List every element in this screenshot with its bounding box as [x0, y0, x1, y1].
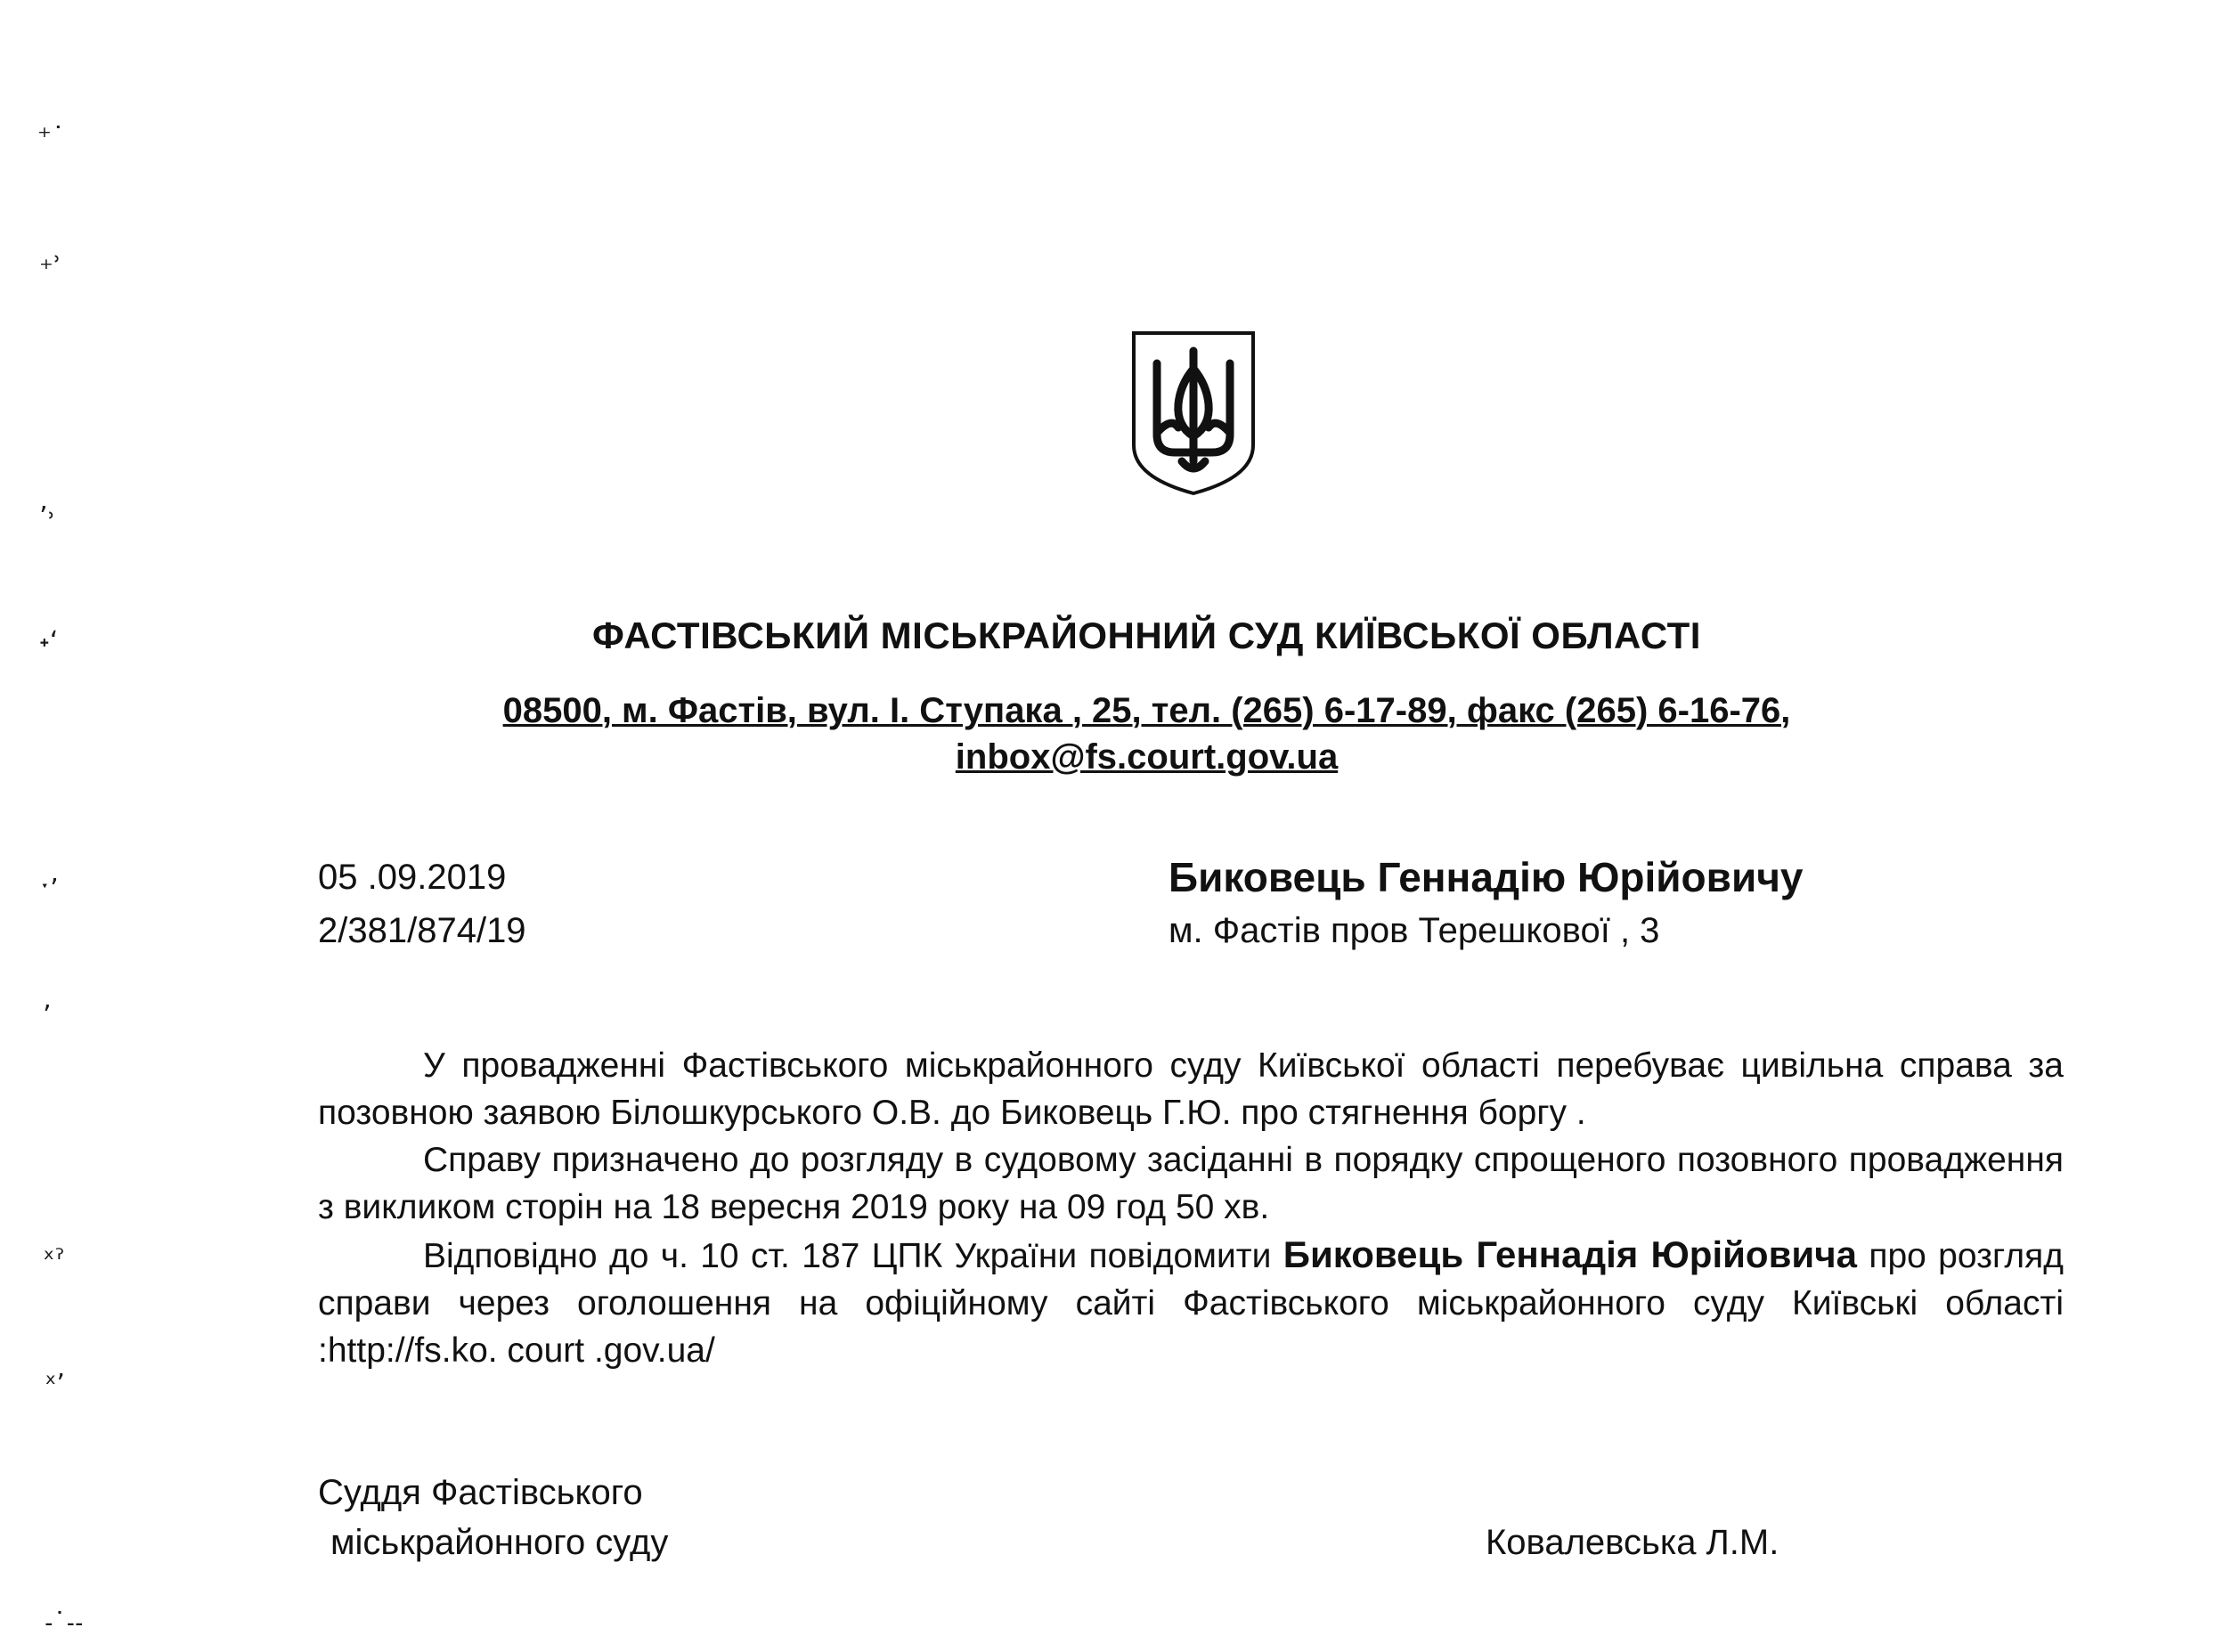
judge-name: Ковалевська Л.М.	[1486, 1523, 1779, 1562]
scan-speck: ˑʼ	[41, 874, 59, 905]
signature-title	[318, 1468, 668, 1567]
signature-title-line-1: Суддя Фастівського	[318, 1473, 643, 1512]
court-email[interactable]: inbox@fs.court.gov.ua	[955, 737, 1339, 777]
document-number: 2/381/874/19	[318, 911, 526, 950]
scan-speck: ˣʼ	[45, 1369, 65, 1400]
scan-speck: ₊˒	[39, 245, 62, 276]
addressee-name: Биковець Геннадію Юрійовичу	[1169, 854, 1804, 900]
signature-title-line-2: міськрайонного суду	[330, 1523, 669, 1562]
court-name-heading: ФАСТІВСЬКИЙ МІСЬКРАЙОННИЙ СУД КИЇВСЬКОЇ ОБЛАСТІ	[592, 614, 1701, 656]
document-date: 05 .09.2019	[318, 858, 507, 897]
notice-body	[318, 1042, 2064, 1374]
body-paragraph-3-start: Відповідно до ч. 10 ст. 187 ЦПК України повідомити	[423, 1237, 1272, 1275]
body-paragraph-1: У провадженні Фастівського міськрайонного суду Київської області перебуває цивільна справа за позовною заявою Білошкурського О.В. до Биковець Г.Ю. про стягнення боргу .	[318, 1046, 2064, 1132]
scan-speck: ʼ	[43, 1000, 52, 1031]
addressee-address: м. Фастів пров Терешкової , 3	[1169, 911, 1660, 950]
scan-speck: ʼ˒	[39, 501, 56, 533]
scan-speck: ˖ʻ	[39, 626, 59, 657]
ukraine-trident-emblem-icon	[1127, 328, 1260, 499]
scan-speck: ˗˙˗˗	[45, 1607, 84, 1639]
body-paragraph-3-bold-name: Биковець Геннадія Юрійовича	[1283, 1233, 1857, 1275]
document-meta	[318, 850, 526, 957]
scan-speck: ⁺˙	[37, 122, 65, 153]
body-paragraph-2: Справу призначено до розгляду в судовому засіданні в порядку спрощеного позовного провадження з викликом сторін на 18 вересня 2019 року на 09 год 50 хв.	[318, 1141, 2064, 1226]
body-paragraph-3	[318, 1231, 2064, 1374]
court-address: 08500, м. Фастів, вул. І. Ступака , 25, тел. (265) 6-17-89, факс (265) 6-16-76,	[502, 691, 1791, 730]
addressee-block	[1169, 850, 1804, 957]
body-paragraph-3-end: про розгляд справи через оголошення на офіційному сайті Фастівського міськрайонного суду Київські області :http://fs.ko. court .gov.ua/	[318, 1237, 2064, 1370]
court-contacts	[0, 688, 2215, 780]
scan-speck: ˣˀ	[43, 1244, 65, 1275]
